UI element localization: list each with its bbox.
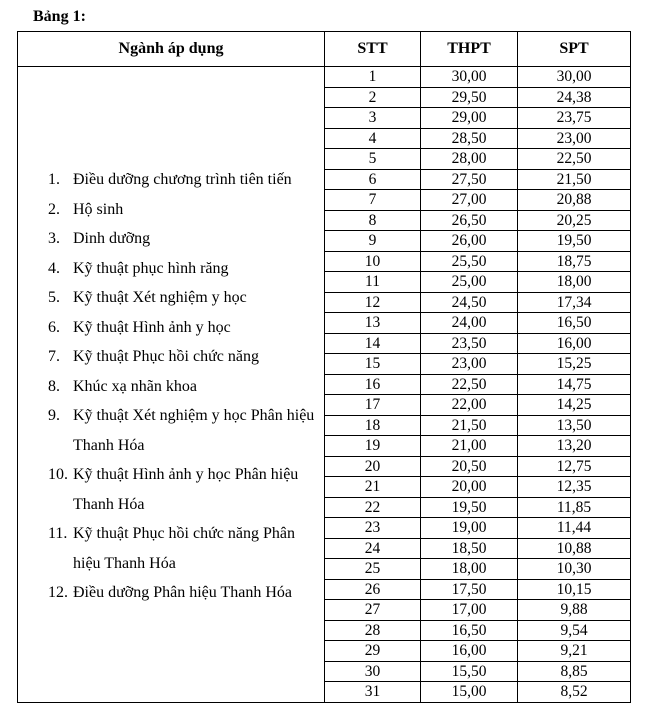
cell-stt: 17 — [325, 395, 421, 416]
major-list — [18, 165, 324, 608]
major-number: 7. — [48, 348, 60, 365]
major-number: 1. — [48, 171, 60, 188]
major-number: 11. — [48, 525, 68, 542]
cell-spt: 20,88 — [518, 190, 631, 211]
cell-thpt: 22,50 — [421, 374, 518, 395]
major-number: 3. — [48, 230, 60, 247]
major-number: 4. — [48, 259, 60, 277]
cell-stt: 4 — [325, 128, 421, 149]
cell-stt: 29 — [325, 641, 421, 662]
cell-stt: 14 — [325, 333, 421, 354]
cell-stt: 20 — [325, 456, 421, 477]
cell-spt: 14,25 — [518, 395, 631, 416]
cell-thpt: 19,00 — [421, 518, 518, 539]
major-item — [18, 460, 324, 519]
cell-spt: 9,54 — [518, 620, 631, 641]
major-name: Kỹ thuật Phục hồi chức năng Phân hiệu Thanh Hóa — [73, 525, 295, 572]
cell-spt: 10,15 — [518, 579, 631, 600]
cell-spt: 9,88 — [518, 600, 631, 621]
cell-thpt: 23,00 — [421, 354, 518, 375]
cell-stt: 12 — [325, 292, 421, 313]
cell-thpt: 29,50 — [421, 87, 518, 108]
cell-thpt: 25,50 — [421, 251, 518, 272]
cell-stt: 24 — [325, 538, 421, 559]
cell-spt: 13,20 — [518, 436, 631, 457]
major-number: 8. — [48, 377, 60, 395]
major-number: 9. — [48, 407, 60, 424]
header-row — [18, 32, 631, 67]
cell-thpt: 27,00 — [421, 190, 518, 211]
cell-thpt: 15,50 — [421, 661, 518, 682]
major-name: Điều dưỡng chương trình tiên tiến — [73, 171, 292, 188]
cell-spt: 11,44 — [518, 518, 631, 539]
major-item — [18, 342, 324, 372]
cell-thpt: 26,00 — [421, 231, 518, 252]
major-name: Kỹ thuật Xét nghiệm y học — [73, 289, 247, 306]
major-name: Dinh dưỡng — [73, 230, 151, 247]
major-name: Kỹ thuật Phục hồi chức năng — [73, 348, 259, 365]
major-item — [18, 195, 324, 225]
major-number: 10. — [48, 466, 68, 483]
cell-stt: 25 — [325, 559, 421, 580]
cell-thpt: 28,00 — [421, 149, 518, 170]
cell-thpt: 15,00 — [421, 682, 518, 703]
cell-thpt: 20,00 — [421, 477, 518, 498]
cell-thpt: 24,00 — [421, 313, 518, 334]
cell-spt: 21,50 — [518, 169, 631, 190]
table-caption: Bảng 1: — [33, 8, 86, 25]
cell-spt: 8,85 — [518, 661, 631, 682]
cell-thpt: 27,50 — [421, 169, 518, 190]
cell-stt: 3 — [325, 108, 421, 129]
cell-spt: 10,88 — [518, 538, 631, 559]
cell-spt: 14,75 — [518, 374, 631, 395]
cell-spt: 16,50 — [518, 313, 631, 334]
cell-stt: 26 — [325, 579, 421, 600]
cell-spt: 23,75 — [518, 108, 631, 129]
majors-cell — [18, 67, 325, 703]
cell-thpt: 17,00 — [421, 600, 518, 621]
cell-stt: 22 — [325, 497, 421, 518]
cell-spt: 20,25 — [518, 210, 631, 231]
cell-spt: 17,34 — [518, 292, 631, 313]
cell-stt: 19 — [325, 436, 421, 457]
cell-thpt: 18,00 — [421, 559, 518, 580]
cell-thpt: 17,50 — [421, 579, 518, 600]
cell-stt: 5 — [325, 149, 421, 170]
cell-spt: 11,85 — [518, 497, 631, 518]
cell-spt: 10,30 — [518, 559, 631, 580]
major-item — [18, 372, 324, 402]
score-table — [17, 31, 631, 703]
cell-thpt: 28,50 — [421, 128, 518, 149]
cell-thpt: 29,00 — [421, 108, 518, 129]
cell-spt: 30,00 — [518, 67, 631, 88]
cell-thpt: 21,50 — [421, 415, 518, 436]
cell-stt: 11 — [325, 272, 421, 293]
major-name: Hộ sinh — [73, 200, 124, 218]
header-spt: SPT — [518, 32, 631, 67]
major-name: Điều dưỡng Phân hiệu Thanh Hóa — [73, 584, 293, 601]
cell-spt: 15,25 — [518, 354, 631, 375]
cell-stt: 7 — [325, 190, 421, 211]
major-item — [18, 401, 324, 460]
major-name: Kỹ thuật phục hình răng — [73, 259, 229, 277]
cell-stt: 28 — [325, 620, 421, 641]
major-name: Kỹ thuật Hình ảnh y học — [73, 318, 231, 336]
cell-stt: 10 — [325, 251, 421, 272]
cell-stt: 2 — [325, 87, 421, 108]
cell-thpt: 18,50 — [421, 538, 518, 559]
cell-thpt: 30,00 — [421, 67, 518, 88]
cell-spt: 23,00 — [518, 128, 631, 149]
cell-thpt: 25,00 — [421, 272, 518, 293]
cell-thpt: 23,50 — [421, 333, 518, 354]
major-item — [18, 313, 324, 343]
cell-stt: 13 — [325, 313, 421, 334]
cell-spt: 18,75 — [518, 251, 631, 272]
cell-stt: 8 — [325, 210, 421, 231]
cell-stt: 18 — [325, 415, 421, 436]
cell-spt: 12,75 — [518, 456, 631, 477]
cell-stt: 21 — [325, 477, 421, 498]
cell-spt: 19,50 — [518, 231, 631, 252]
cell-stt: 1 — [325, 67, 421, 88]
cell-stt: 23 — [325, 518, 421, 539]
major-name: Kỹ thuật Xét nghiệm y học Phân hiệu Thanh Hóa — [73, 407, 315, 454]
table-row — [18, 67, 631, 88]
cell-spt: 12,35 — [518, 477, 631, 498]
major-name: Kỹ thuật Hình ảnh y học Phân hiệu Thanh Hóa — [73, 466, 299, 513]
header-stt: STT — [325, 32, 421, 67]
cell-stt: 6 — [325, 169, 421, 190]
cell-thpt: 21,00 — [421, 436, 518, 457]
major-name: Khúc xạ nhãn khoa — [73, 377, 197, 395]
major-number: 2. — [48, 200, 60, 218]
cell-spt: 9,21 — [518, 641, 631, 662]
cell-spt: 18,00 — [518, 272, 631, 293]
major-number: 12. — [48, 584, 68, 601]
cell-spt: 13,50 — [518, 415, 631, 436]
cell-stt: 16 — [325, 374, 421, 395]
major-number: 5. — [48, 289, 60, 306]
major-number: 6. — [48, 318, 60, 336]
cell-thpt: 16,00 — [421, 641, 518, 662]
cell-thpt: 20,50 — [421, 456, 518, 477]
cell-spt: 16,00 — [518, 333, 631, 354]
cell-stt: 30 — [325, 661, 421, 682]
cell-stt: 27 — [325, 600, 421, 621]
cell-stt: 15 — [325, 354, 421, 375]
cell-thpt: 26,50 — [421, 210, 518, 231]
cell-spt: 24,38 — [518, 87, 631, 108]
cell-thpt: 22,00 — [421, 395, 518, 416]
major-item — [18, 254, 324, 284]
cell-thpt: 16,50 — [421, 620, 518, 641]
major-item — [18, 519, 324, 578]
header-major: Ngành áp dụng — [18, 32, 325, 67]
cell-thpt: 24,50 — [421, 292, 518, 313]
cell-spt: 22,50 — [518, 149, 631, 170]
cell-spt: 8,52 — [518, 682, 631, 703]
header-thpt: THPT — [421, 32, 518, 67]
major-item — [18, 578, 324, 608]
cell-stt: 9 — [325, 231, 421, 252]
major-item — [18, 283, 324, 313]
cell-stt: 31 — [325, 682, 421, 703]
major-item — [18, 224, 324, 254]
table-body — [18, 67, 631, 703]
major-item — [18, 165, 324, 195]
cell-thpt: 19,50 — [421, 497, 518, 518]
